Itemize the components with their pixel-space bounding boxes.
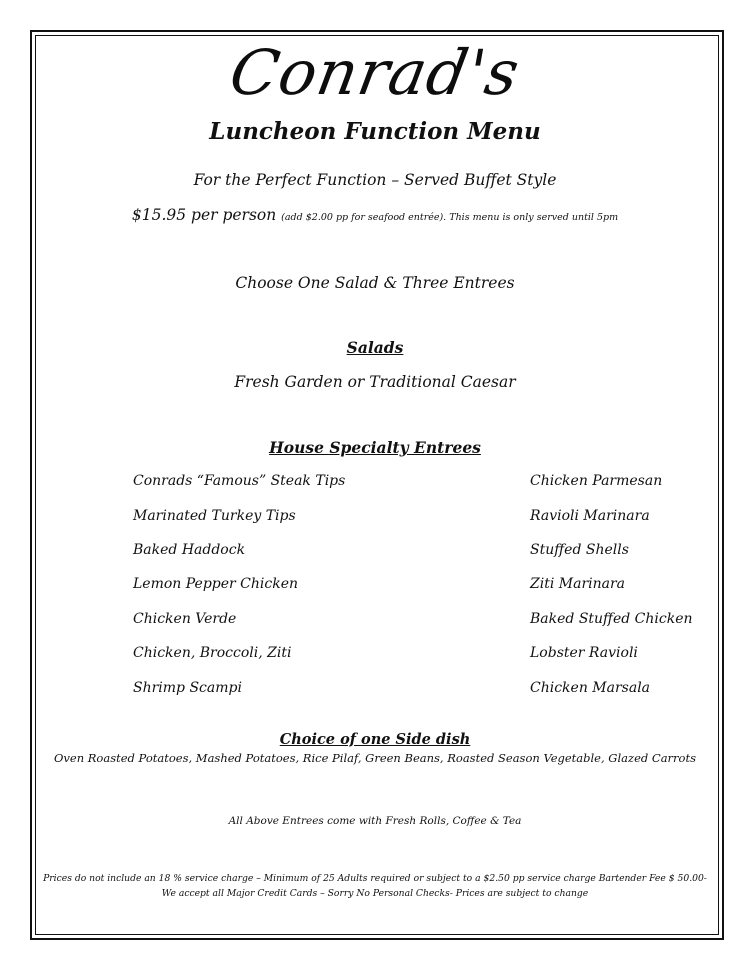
price: $15.95 per person (131, 206, 277, 224)
menu-subtitle: For the Perfect Function – Served Buffet Style (193, 171, 557, 189)
fine-print-payment: We accept all Major Credit Cards – Sorry No Personal Checks- Prices are subject to change (161, 888, 589, 899)
entree-left-2: Marinated Turkey Tips (133, 508, 296, 524)
salads-options: Fresh Garden or Traditional Caesar (234, 373, 516, 391)
entree-right-2: Ravioli Marinara (530, 508, 650, 524)
entree-right-3: Stuffed Shells (530, 542, 629, 558)
price-note: (add $2.00 pp for seafood entrée). This menu is only served until 5pm (281, 212, 619, 223)
entree-right-6: Lobster Ravioli (530, 645, 638, 661)
price-line (0, 206, 750, 224)
choose-instructions: Choose One Salad & Three Entrees (235, 274, 515, 292)
entree-left-3: Baked Haddock (133, 542, 246, 558)
included-items-note: All Above Entrees come with Fresh Rolls, Coffee & Tea (228, 815, 522, 827)
entree-left-7: Shrimp Scampi (133, 680, 242, 696)
entree-left-5: Chicken Verde (133, 611, 237, 627)
restaurant-logo: Conrad's (224, 36, 526, 109)
fine-print-service-charge: Prices do not include an 18 % service charge – Minimum of 25 Adults required or subject to a $2.50 pp service charge Bartender Fee $ 50.00- (43, 873, 707, 884)
menu-title: Luncheon Function Menu (209, 118, 541, 145)
side-dish-options: Oven Roasted Potatoes, Mashed Potatoes, Rice Pilaf, Green Beans, Roasted Season Vegetable, Glazed Carrots (53, 751, 696, 765)
entree-right-7: Chicken Marsala (530, 680, 651, 696)
salads-heading: Salads (346, 338, 404, 357)
entree-left-1: Conrads “Famous” Steak Tips (133, 473, 346, 489)
entree-left-4: Lemon Pepper Chicken (133, 576, 299, 592)
entree-right-5: Baked Stuffed Chicken (530, 611, 693, 627)
entree-right-1: Chicken Parmesan (530, 473, 663, 489)
side-dish-heading: Choice of one Side dish (279, 731, 471, 748)
entree-left-6: Chicken, Broccoli, Ziti (133, 645, 292, 661)
entree-right-4: Ziti Marinara (530, 576, 626, 592)
entrees-heading: House Specialty Entrees (269, 438, 481, 457)
